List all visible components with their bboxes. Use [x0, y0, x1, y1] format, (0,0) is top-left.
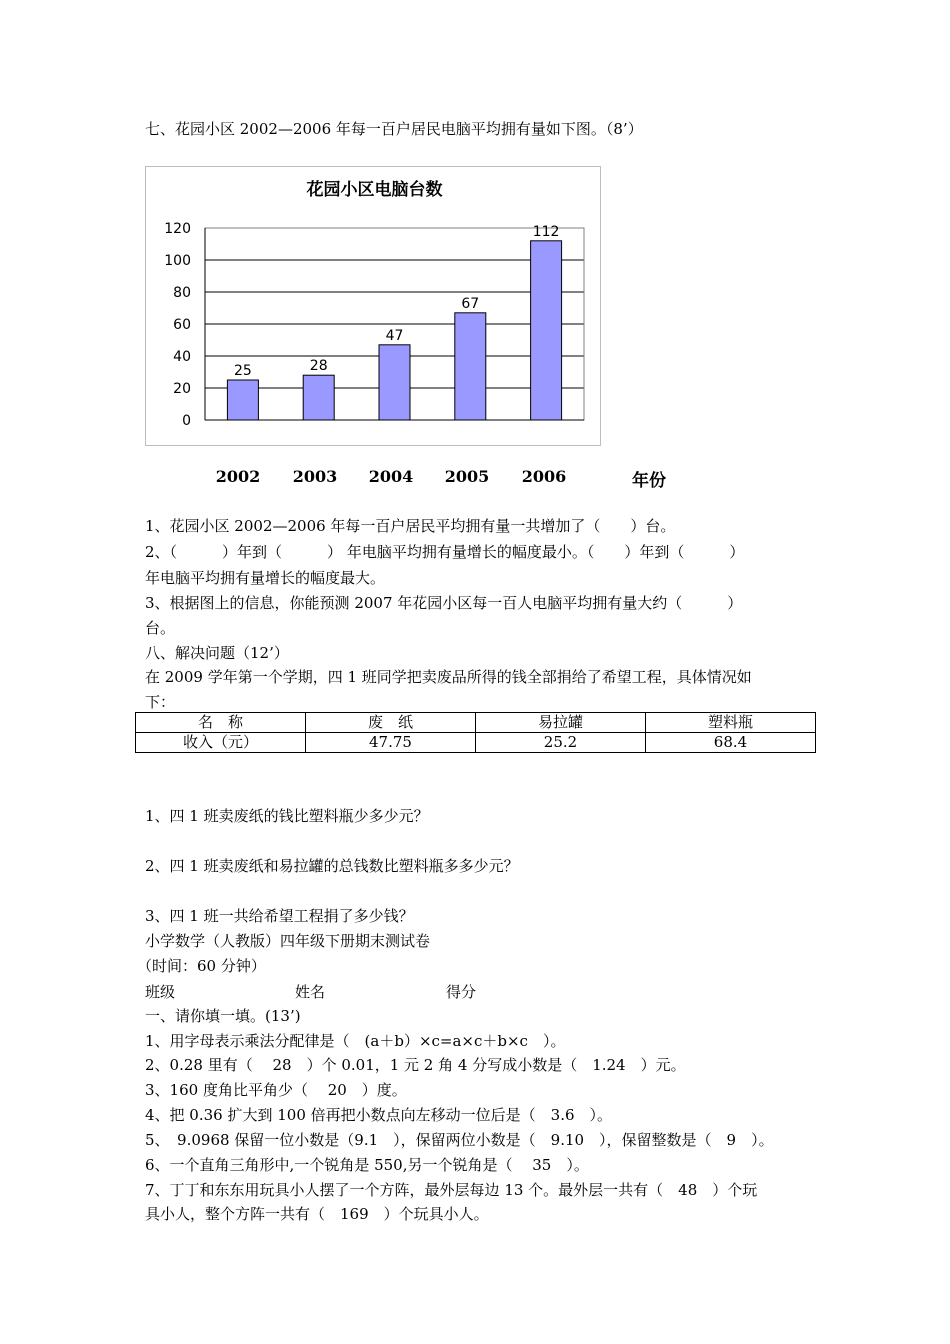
- table-header-cell: 名 称: [136, 713, 306, 733]
- data-label: 47: [385, 327, 404, 344]
- bar-chart: [145, 166, 601, 446]
- table-cell: 收入（元）: [136, 733, 306, 753]
- y-tick-label: 0: [182, 413, 191, 429]
- income-table: [135, 712, 816, 753]
- table-cell: 68.4: [646, 733, 816, 753]
- class-label: 班级: [145, 983, 176, 1001]
- y-tick-label: 120: [164, 221, 191, 237]
- y-tick-label: 100: [164, 253, 191, 269]
- x-tick-label: 2006: [521, 467, 567, 486]
- fill-item-7: 7、丁丁和东东用玩具小人摆了一个方阵，最外层每边 13 个。最外层一共有（ 48 ）个玩: [145, 1181, 758, 1199]
- x-tick-label: 2003: [292, 467, 338, 486]
- chart-svg: [146, 167, 602, 447]
- x-tick-label: 2004: [368, 467, 414, 486]
- x-axis-label: 年份: [632, 471, 666, 491]
- score-label: 得分: [446, 983, 477, 1001]
- y-tick-label: 80: [173, 285, 191, 301]
- fill-item-4: 4、把 0.36 扩大到 100 倍再把小数点向左移动一位后是（ 3.6 ）。: [145, 1106, 613, 1124]
- bar: [227, 380, 258, 420]
- part1-title: 一、请你填一填。(13’): [145, 1007, 301, 1025]
- fill-item-2: 2、0.28 里有（ 28 ）个 0.01，1 元 2 角 4 分写成小数是（ 1.24 ）元。: [145, 1056, 686, 1074]
- q7-question-2-cont: 年电脑平均拥有量增长的幅度最大。: [145, 569, 386, 587]
- fill-item-1: 1、用字母表示乘法分配律是（ (a＋b）×c=a×c＋b×c ）。: [145, 1032, 566, 1050]
- section8-intro: 在 2009 学年第一个学期，四 1 班同学把卖废品所得的钱全部捐给了希望工程，具体情况如: [145, 668, 752, 686]
- y-tick-label: 20: [173, 381, 191, 397]
- section7-title: 七、花园小区 2002—2006 年每一百户居民电脑平均拥有量如下图。（8’）: [145, 120, 643, 138]
- bar: [379, 345, 410, 420]
- y-tick-label: 60: [173, 317, 191, 333]
- q7-question-1: 1、花园小区 2002—2006 年每一百户居民平均拥有量一共增加了（ ）台。: [145, 517, 676, 535]
- table-header-cell: 易拉罐: [476, 713, 646, 733]
- bar: [303, 375, 334, 420]
- bar: [455, 313, 486, 420]
- table-header-cell: 塑料瓶: [646, 713, 816, 733]
- fill-item-7-cont: 具小人，整个方阵一共有（ 169 ）个玩具小人。: [145, 1205, 489, 1223]
- bar: [531, 241, 562, 420]
- section8-question-3: 3、四 1 班一共给希望工程捐了多少钱？: [145, 907, 414, 925]
- section8-question-2: 2、四 1 班卖废纸和易拉罐的总钱数比塑料瓶多多少元？: [145, 857, 519, 875]
- section8-title: 八、解决问题（12’）: [145, 644, 289, 662]
- section8-question-1: 1、四 1 班卖废纸的钱比塑料瓶少多少元？: [145, 807, 429, 825]
- name-label: 姓名: [295, 983, 326, 1001]
- data-label: 25: [233, 363, 252, 379]
- table-header-row: [136, 713, 816, 733]
- table-header-cell: 废 纸: [306, 713, 476, 733]
- data-label: 112: [532, 223, 560, 240]
- table-cell: 47.75: [306, 733, 476, 753]
- fill-item-3: 3、160 度角比平角少（ 20 ）度。: [145, 1081, 407, 1099]
- q7-question-3: 3、根据图上的信息，你能预测 2007 年花园小区每一百人电脑平均拥有量大约（ ）: [145, 594, 743, 612]
- fill-item-6: 6、一个直角三角形中,一个锐角是 550,另一个锐角是（ 35 ）。: [145, 1156, 589, 1174]
- x-tick-label: 2002: [215, 467, 261, 486]
- data-label: 67: [461, 295, 480, 312]
- q7-question-3-cont: 台。: [145, 619, 176, 637]
- chart-title: 花园小区电脑台数: [306, 180, 443, 200]
- table-cell: 25.2: [476, 733, 646, 753]
- y-tick-label: 40: [173, 349, 191, 365]
- fill-item-5: 5、 9.0968 保留一位小数是（9.1 ），保留两位小数是（ 9.10 ），保留整数是（ 9 ）。: [145, 1131, 774, 1149]
- section8-intro-cont: 下：: [145, 693, 176, 711]
- table-row: [136, 733, 816, 753]
- data-label: 28: [309, 358, 328, 375]
- exam-time: （时间：60 分钟）: [137, 957, 266, 975]
- q7-question-2: 2、（ ）年到（ ） 年电脑平均拥有量增长的幅度最小。（ ）年到（ ）: [145, 543, 745, 561]
- exam-title: 小学数学（人教版）四年级下册期末测试卷: [145, 932, 431, 950]
- x-tick-label: 2005: [444, 467, 490, 486]
